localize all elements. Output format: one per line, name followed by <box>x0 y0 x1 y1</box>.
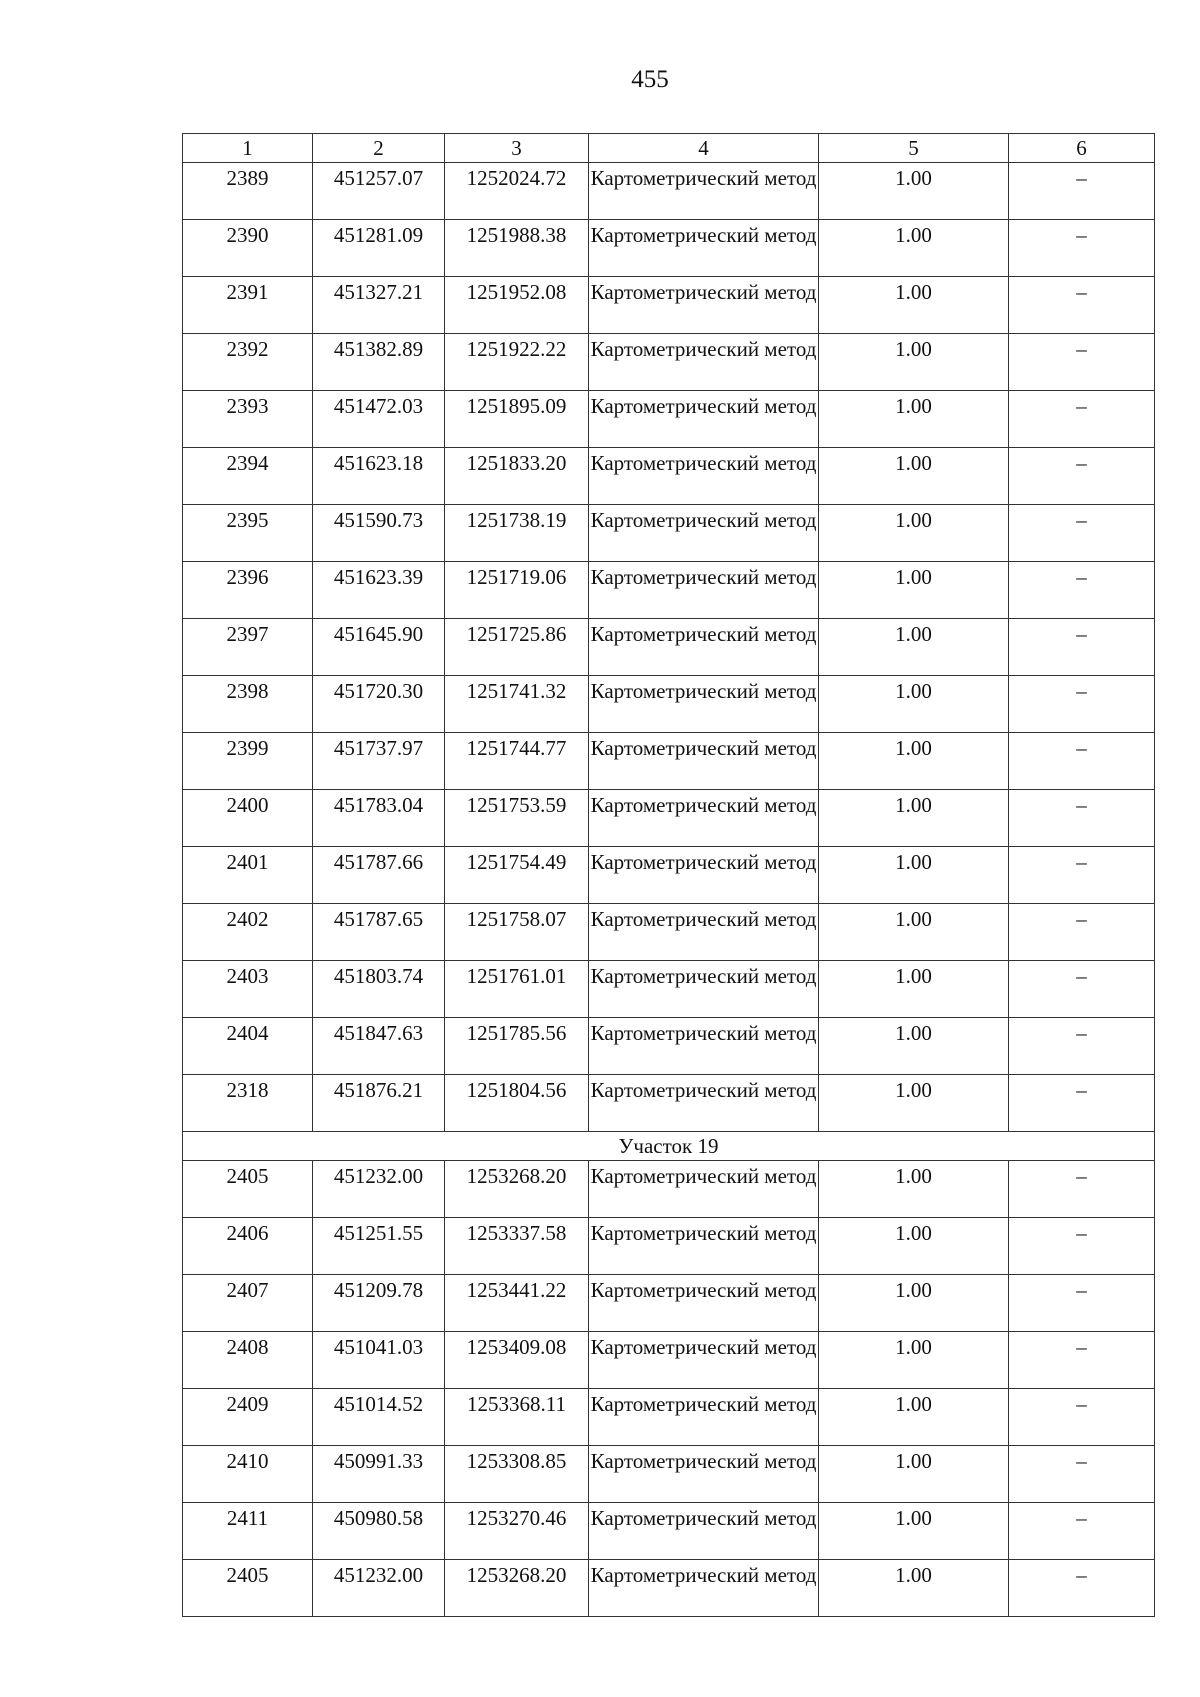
accuracy-cell: 1.00 <box>819 1075 1009 1132</box>
y-coordinate-cell: 1251833.20 <box>445 448 589 505</box>
table-row <box>183 1075 1155 1132</box>
point-number-cell: 2399 <box>183 733 313 790</box>
note-cell: – <box>1009 619 1155 676</box>
y-coordinate-cell: 1253270.46 <box>445 1503 589 1560</box>
point-number-cell: 2389 <box>183 163 313 220</box>
y-coordinate-cell: 1251952.08 <box>445 277 589 334</box>
accuracy-cell: 1.00 <box>819 562 1009 619</box>
method-cell: Картометрический метод <box>589 733 819 790</box>
column-header: 6 <box>1009 134 1155 163</box>
note-cell: – <box>1009 448 1155 505</box>
x-coordinate-cell: 451251.55 <box>313 1218 445 1275</box>
accuracy-cell: 1.00 <box>819 733 1009 790</box>
accuracy-cell: 1.00 <box>819 277 1009 334</box>
point-number-cell: 2405 <box>183 1161 313 1218</box>
point-number-cell: 2402 <box>183 904 313 961</box>
x-coordinate-cell: 451787.65 <box>313 904 445 961</box>
accuracy-cell: 1.00 <box>819 448 1009 505</box>
table-row <box>183 676 1155 733</box>
column-header: 1 <box>183 134 313 163</box>
point-number-cell: 2398 <box>183 676 313 733</box>
note-cell: – <box>1009 562 1155 619</box>
accuracy-cell: 1.00 <box>819 1161 1009 1218</box>
y-coordinate-cell: 1251741.32 <box>445 676 589 733</box>
point-number-cell: 2407 <box>183 1275 313 1332</box>
page-number: 455 <box>631 66 669 93</box>
y-coordinate-cell: 1253268.20 <box>445 1560 589 1617</box>
column-header: 3 <box>445 134 589 163</box>
column-header: 5 <box>819 134 1009 163</box>
accuracy-cell: 1.00 <box>819 220 1009 277</box>
note-cell: – <box>1009 334 1155 391</box>
point-number-cell: 2409 <box>183 1389 313 1446</box>
x-coordinate-cell: 451720.30 <box>313 676 445 733</box>
note-cell: – <box>1009 1446 1155 1503</box>
accuracy-cell: 1.00 <box>819 505 1009 562</box>
x-coordinate-cell: 451041.03 <box>313 1332 445 1389</box>
note-cell: – <box>1009 790 1155 847</box>
coordinates-table <box>182 133 1155 1617</box>
y-coordinate-cell: 1253337.58 <box>445 1218 589 1275</box>
y-coordinate-cell: 1251758.07 <box>445 904 589 961</box>
point-number-cell: 2392 <box>183 334 313 391</box>
note-cell: – <box>1009 505 1155 562</box>
accuracy-cell: 1.00 <box>819 163 1009 220</box>
x-coordinate-cell: 451232.00 <box>313 1560 445 1617</box>
point-number-cell: 2393 <box>183 391 313 448</box>
x-coordinate-cell: 451382.89 <box>313 334 445 391</box>
method-cell: Картометрический метод <box>589 334 819 391</box>
note-cell: – <box>1009 1218 1155 1275</box>
method-cell: Картометрический метод <box>589 1161 819 1218</box>
table-row <box>183 1332 1155 1389</box>
method-cell: Картометрический метод <box>589 1218 819 1275</box>
point-number-cell: 2404 <box>183 1018 313 1075</box>
table-row <box>183 562 1155 619</box>
point-number-cell: 2400 <box>183 790 313 847</box>
x-coordinate-cell: 451590.73 <box>313 505 445 562</box>
method-cell: Картометрический метод <box>589 1332 819 1389</box>
accuracy-cell: 1.00 <box>819 1332 1009 1389</box>
table-body <box>183 134 1155 1617</box>
note-cell: – <box>1009 163 1155 220</box>
y-coordinate-cell: 1251753.59 <box>445 790 589 847</box>
table-row <box>183 1018 1155 1075</box>
x-coordinate-cell: 451623.18 <box>313 448 445 505</box>
method-cell: Картометрический метод <box>589 1503 819 1560</box>
point-number-cell: 2394 <box>183 448 313 505</box>
x-coordinate-cell: 451645.90 <box>313 619 445 676</box>
point-number-cell: 2401 <box>183 847 313 904</box>
y-coordinate-cell: 1253268.20 <box>445 1161 589 1218</box>
column-header: 2 <box>313 134 445 163</box>
note-cell: – <box>1009 1503 1155 1560</box>
point-number-cell: 2406 <box>183 1218 313 1275</box>
method-cell: Картометрический метод <box>589 1389 819 1446</box>
method-cell: Картометрический метод <box>589 1275 819 1332</box>
note-cell: – <box>1009 1075 1155 1132</box>
y-coordinate-cell: 1252024.72 <box>445 163 589 220</box>
method-cell: Картометрический метод <box>589 904 819 961</box>
method-cell: Картометрический метод <box>589 676 819 733</box>
x-coordinate-cell: 451209.78 <box>313 1275 445 1332</box>
accuracy-cell: 1.00 <box>819 1018 1009 1075</box>
method-cell: Картометрический метод <box>589 1560 819 1617</box>
note-cell: – <box>1009 733 1155 790</box>
accuracy-cell: 1.00 <box>819 790 1009 847</box>
accuracy-cell: 1.00 <box>819 1218 1009 1275</box>
accuracy-cell: 1.00 <box>819 904 1009 961</box>
point-number-cell: 2318 <box>183 1075 313 1132</box>
table-row <box>183 163 1155 220</box>
accuracy-cell: 1.00 <box>819 847 1009 904</box>
y-coordinate-cell: 1253308.85 <box>445 1446 589 1503</box>
accuracy-cell: 1.00 <box>819 619 1009 676</box>
y-coordinate-cell: 1253368.11 <box>445 1389 589 1446</box>
y-coordinate-cell: 1251719.06 <box>445 562 589 619</box>
note-cell: – <box>1009 1275 1155 1332</box>
section-label: Участок 19 <box>183 1132 1155 1161</box>
x-coordinate-cell: 451803.74 <box>313 961 445 1018</box>
x-coordinate-cell: 451472.03 <box>313 391 445 448</box>
y-coordinate-cell: 1251725.86 <box>445 619 589 676</box>
table-row <box>183 1218 1155 1275</box>
method-cell: Картометрический метод <box>589 619 819 676</box>
table-row <box>183 619 1155 676</box>
section-row <box>183 1132 1155 1161</box>
table-row <box>183 1275 1155 1332</box>
table-row <box>183 334 1155 391</box>
x-coordinate-cell: 451876.21 <box>313 1075 445 1132</box>
x-coordinate-cell: 451232.00 <box>313 1161 445 1218</box>
y-coordinate-cell: 1251738.19 <box>445 505 589 562</box>
x-coordinate-cell: 451847.63 <box>313 1018 445 1075</box>
x-coordinate-cell: 451014.52 <box>313 1389 445 1446</box>
accuracy-cell: 1.00 <box>819 334 1009 391</box>
method-cell: Картометрический метод <box>589 505 819 562</box>
y-coordinate-cell: 1253409.08 <box>445 1332 589 1389</box>
table-row <box>183 277 1155 334</box>
point-number-cell: 2411 <box>183 1503 313 1560</box>
point-number-cell: 2391 <box>183 277 313 334</box>
method-cell: Картометрический метод <box>589 961 819 1018</box>
point-number-cell: 2395 <box>183 505 313 562</box>
y-coordinate-cell: 1251988.38 <box>445 220 589 277</box>
point-number-cell: 2408 <box>183 1332 313 1389</box>
x-coordinate-cell: 451257.07 <box>313 163 445 220</box>
method-cell: Картометрический метод <box>589 163 819 220</box>
method-cell: Картометрический метод <box>589 1018 819 1075</box>
point-number-cell: 2410 <box>183 1446 313 1503</box>
method-cell: Картометрический метод <box>589 448 819 505</box>
note-cell: – <box>1009 1332 1155 1389</box>
accuracy-cell: 1.00 <box>819 1275 1009 1332</box>
x-coordinate-cell: 451787.66 <box>313 847 445 904</box>
note-cell: – <box>1009 1161 1155 1218</box>
point-number-cell: 2390 <box>183 220 313 277</box>
point-number-cell: 2405 <box>183 1560 313 1617</box>
note-cell: – <box>1009 391 1155 448</box>
table-row <box>183 448 1155 505</box>
note-cell: – <box>1009 904 1155 961</box>
x-coordinate-cell: 451623.39 <box>313 562 445 619</box>
method-cell: Картометрический метод <box>589 1446 819 1503</box>
y-coordinate-cell: 1251804.56 <box>445 1075 589 1132</box>
table-row <box>183 1446 1155 1503</box>
x-coordinate-cell: 450980.58 <box>313 1503 445 1560</box>
table-row <box>183 1560 1155 1617</box>
table-row <box>183 220 1155 277</box>
note-cell: – <box>1009 220 1155 277</box>
x-coordinate-cell: 450991.33 <box>313 1446 445 1503</box>
x-coordinate-cell: 451281.09 <box>313 220 445 277</box>
y-coordinate-cell: 1251754.49 <box>445 847 589 904</box>
y-coordinate-cell: 1251895.09 <box>445 391 589 448</box>
x-coordinate-cell: 451737.97 <box>313 733 445 790</box>
x-coordinate-cell: 451327.21 <box>313 277 445 334</box>
point-number-cell: 2396 <box>183 562 313 619</box>
method-cell: Картометрический метод <box>589 847 819 904</box>
accuracy-cell: 1.00 <box>819 1503 1009 1560</box>
column-header: 4 <box>589 134 819 163</box>
accuracy-cell: 1.00 <box>819 676 1009 733</box>
note-cell: – <box>1009 676 1155 733</box>
table-row <box>183 790 1155 847</box>
y-coordinate-cell: 1251922.22 <box>445 334 589 391</box>
note-cell: – <box>1009 961 1155 1018</box>
accuracy-cell: 1.00 <box>819 1560 1009 1617</box>
method-cell: Картометрический метод <box>589 220 819 277</box>
point-number-cell: 2397 <box>183 619 313 676</box>
method-cell: Картометрический метод <box>589 790 819 847</box>
table-row <box>183 733 1155 790</box>
accuracy-cell: 1.00 <box>819 391 1009 448</box>
method-cell: Картометрический метод <box>589 562 819 619</box>
note-cell: – <box>1009 847 1155 904</box>
table-row <box>183 904 1155 961</box>
y-coordinate-cell: 1253441.22 <box>445 1275 589 1332</box>
method-cell: Картометрический метод <box>589 277 819 334</box>
table-row <box>183 1161 1155 1218</box>
table-header-row <box>183 134 1155 163</box>
y-coordinate-cell: 1251744.77 <box>445 733 589 790</box>
note-cell: – <box>1009 1389 1155 1446</box>
accuracy-cell: 1.00 <box>819 1389 1009 1446</box>
accuracy-cell: 1.00 <box>819 961 1009 1018</box>
table-row <box>183 1503 1155 1560</box>
note-cell: – <box>1009 1560 1155 1617</box>
x-coordinate-cell: 451783.04 <box>313 790 445 847</box>
y-coordinate-cell: 1251761.01 <box>445 961 589 1018</box>
note-cell: – <box>1009 277 1155 334</box>
note-cell: – <box>1009 1018 1155 1075</box>
table-row <box>183 505 1155 562</box>
table-row <box>183 1389 1155 1446</box>
table-row <box>183 391 1155 448</box>
point-number-cell: 2403 <box>183 961 313 1018</box>
y-coordinate-cell: 1251785.56 <box>445 1018 589 1075</box>
method-cell: Картометрический метод <box>589 1075 819 1132</box>
table-row <box>183 961 1155 1018</box>
table-row <box>183 847 1155 904</box>
method-cell: Картометрический метод <box>589 391 819 448</box>
accuracy-cell: 1.00 <box>819 1446 1009 1503</box>
